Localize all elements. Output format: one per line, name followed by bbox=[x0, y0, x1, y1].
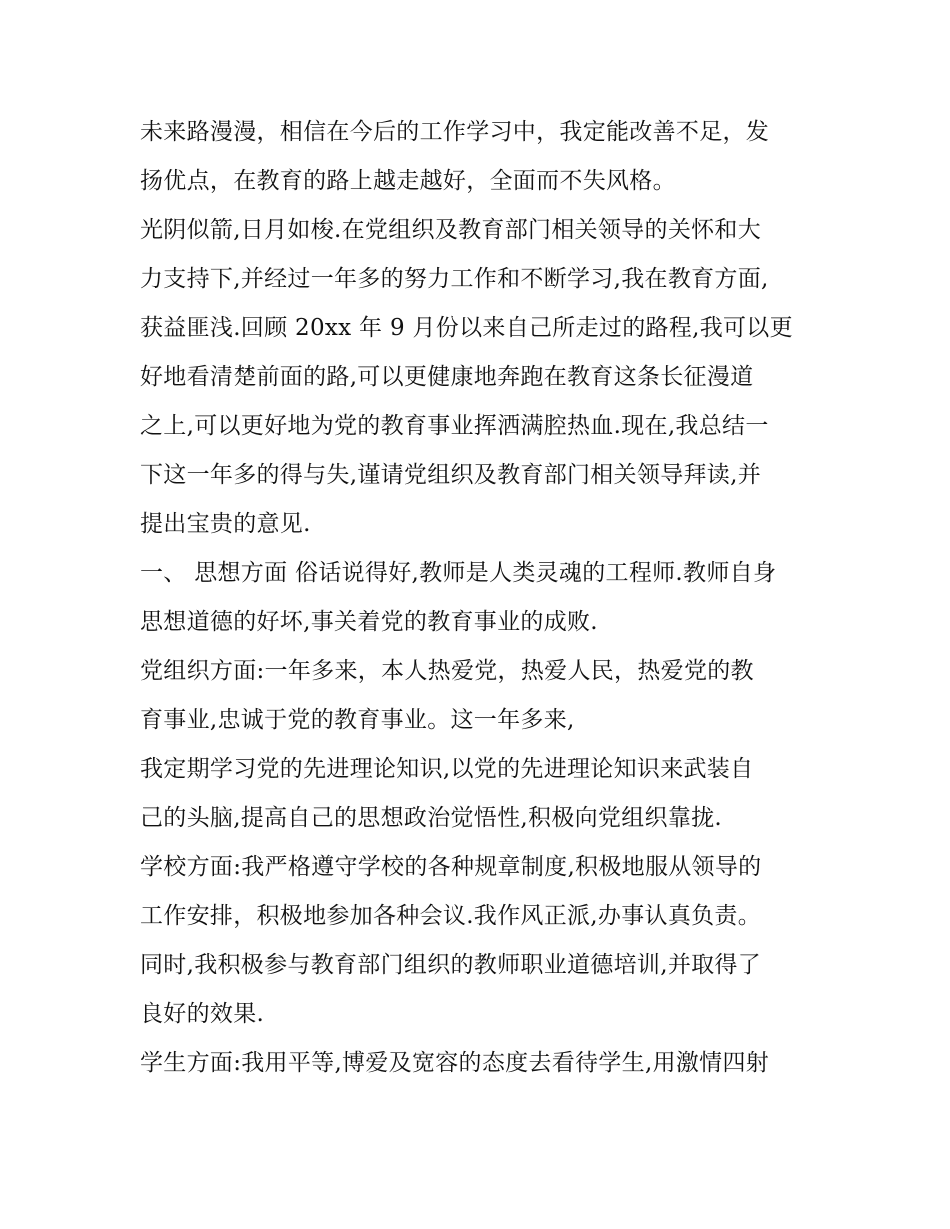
text-line: 己的头脑,提高自己的思想政治觉悟性,积极向党组织靠拢. bbox=[140, 805, 723, 831]
text-line: 思想道德的好坏,事关着党的教育事业的成败. bbox=[140, 609, 598, 635]
text-line: 育事业,忠诚于党的教育事业。这一年多来, bbox=[140, 707, 575, 733]
text-line: 力支持下,并经过一年多的努力工作和不断学习,我在教育方面, bbox=[140, 266, 769, 292]
text-line: 下这一年多的得与失,谨请党组织及教育部门相关领导拜读,并 bbox=[140, 462, 762, 488]
text-line: 工作安排，积极地参加各种会议.我作风正派,办事认真负责。 bbox=[140, 903, 762, 929]
text-line: 扬优点，在教育的路上越走越好，全面而不失风格。 bbox=[140, 168, 676, 194]
document-body bbox=[140, 108, 820, 1088]
text-line: 提出宝贵的意见. bbox=[140, 511, 311, 537]
text-line: 一、 思想方面 俗话说得好,教师是人类灵魂的工程师.教师自身 bbox=[140, 560, 777, 586]
text-line: 学校方面:我严格遵守学校的各种规章制度,积极地服从领导的 bbox=[140, 854, 762, 880]
text-line: 之上,可以更好地为党的教育事业挥洒满腔热血.现在,我总结一 bbox=[140, 413, 769, 439]
text-line: 获益匪浅.回顾 20xx 年 9 月份以来自己所走过的路程,我可以更 bbox=[140, 315, 793, 341]
text-line: 我定期学习党的先进理论知识,以党的先进理论知识来武装自 bbox=[140, 756, 754, 782]
text-line: 学生方面:我用平等,博爱及宽容的态度去看待学生,用激情四射 bbox=[140, 1050, 770, 1076]
text-line: 良好的效果. bbox=[140, 1001, 265, 1027]
text-line: 好地看清楚前面的路,可以更健康地奔跑在教育这条长征漫道 bbox=[140, 364, 754, 390]
text-line: 光阴似箭,日月如梭.在党组织及教育部门相关领导的关怀和大 bbox=[140, 217, 762, 243]
text-line: 未来路漫漫，相信在今后的工作学习中，我定能改善不足，发 bbox=[140, 119, 770, 145]
text-line: 党组织方面:一年多来，本人热爱党，热爱人民，热爱党的教 bbox=[140, 658, 754, 684]
text-line: 同时,我积极参与教育部门组织的教师职业道德培训,并取得了 bbox=[140, 952, 762, 978]
